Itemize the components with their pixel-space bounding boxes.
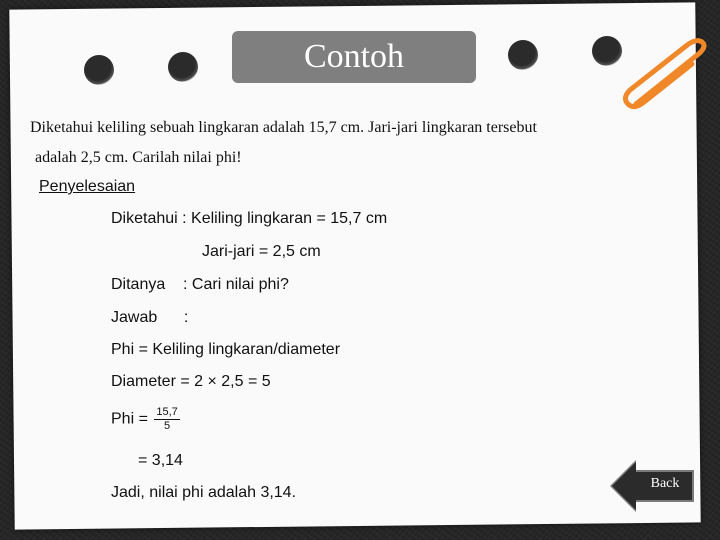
known-radius: Jari-jari = 2,5 cm <box>202 243 321 260</box>
formula-line: Phi = Keliling lingkaran/diameter <box>111 341 341 358</box>
back-button[interactable] <box>610 460 696 512</box>
problem-line-1: Diketahui keliling sebuah lingkaran adalah 15,7 cm. Jari-jari lingkaran tersebut <box>30 119 537 136</box>
phi-fraction-line <box>111 406 180 433</box>
phi-result: = 3,14 <box>138 452 183 469</box>
phi-numerator: 15,7 <box>156 406 178 418</box>
phi-fraction <box>154 406 179 433</box>
problem-line-2: adalah 2,5 cm. Carilah nilai phi! <box>35 149 242 166</box>
phi-denominator: 5 <box>164 420 171 432</box>
binder-hole-icon <box>168 52 198 82</box>
problem-statement <box>30 118 670 166</box>
phi-prefix: Phi = <box>111 410 148 428</box>
answer-label: Jawab : <box>111 309 189 326</box>
back-button-label: Back <box>650 476 680 491</box>
asked-line: Ditanya : Cari nilai phi? <box>111 276 289 293</box>
binder-hole-icon <box>508 40 538 70</box>
known-circumference: Diketahui : Keliling lingkaran = 15,7 cm <box>111 210 388 227</box>
page-title: Contoh <box>232 31 476 83</box>
diameter-line: Diameter = 2 × 2,5 = 5 <box>111 373 271 390</box>
solution-heading: Penyelesaian <box>39 178 136 195</box>
binder-hole-icon <box>84 55 114 85</box>
conclusion-line: Jadi, nilai phi adalah 3,14. <box>111 484 297 501</box>
paperclip-icon <box>618 38 718 118</box>
